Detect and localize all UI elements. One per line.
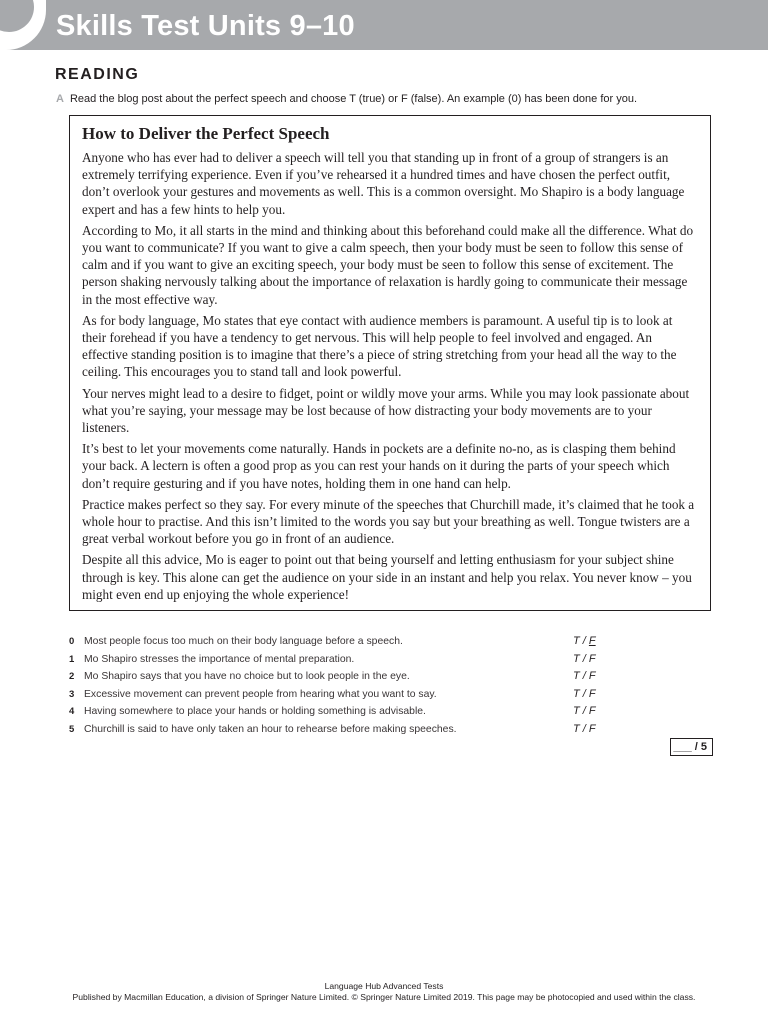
choice-false[interactable]: F bbox=[588, 705, 596, 718]
question-item bbox=[69, 668, 629, 686]
choice-true[interactable]: T bbox=[573, 705, 580, 718]
blog-paragraph: Practice makes perfect so they say. For every minute of the speeches that Churchill made, it’s claimed that he took a whole hour to practise. And this isn’t limited to the words you say but your breathing as well. Tongue twisters are a great verbal workout before you go in front of an audience. bbox=[82, 496, 695, 547]
question-number: 1 bbox=[69, 653, 75, 665]
true-false-choice[interactable] bbox=[573, 703, 596, 721]
question-item bbox=[69, 721, 629, 739]
instruction bbox=[56, 92, 637, 106]
choice-true[interactable]: T bbox=[573, 635, 580, 647]
question-list bbox=[69, 633, 629, 739]
question-text: Mo Shapiro says that you have no choice but to look people in the eye. bbox=[84, 671, 410, 683]
question-number: 5 bbox=[69, 723, 75, 735]
choice-false[interactable]: F bbox=[588, 670, 596, 683]
footer-copyright: Published by Macmillan Education, a division of Springer Nature Limited. © Springer Nature Limited 2019. This page may be photocopied and used within the class. bbox=[72, 992, 696, 1002]
choice-separator: / bbox=[579, 705, 589, 718]
question-number: 4 bbox=[69, 706, 75, 718]
question-text: Churchill is said to have only taken an hour to rehearse before making speeches. bbox=[84, 723, 457, 735]
question-number: 2 bbox=[69, 671, 75, 683]
instruction-text: Read the blog post about the perfect speech and choose T (true) or F (false). An example (0) has been done for you. bbox=[69, 93, 638, 105]
score-box[interactable]: ___ / 5 bbox=[670, 738, 713, 756]
question-item bbox=[69, 651, 629, 669]
blog-title: How to Deliver the Perfect Speech bbox=[82, 124, 330, 143]
choice-separator: / bbox=[579, 722, 589, 735]
footer-book-title: Language Hub Advanced Tests bbox=[324, 981, 444, 991]
blog-paragraph: Anyone who has ever had to deliver a speech will tell you that standing up in front of a group of strangers is an extremely terrifying experience. Even if you’ve rehearsed it a hundred times and have chosen the perfect outfit, don’t overlook your gestures and movements as well. This is a common oversight. Mo Shapiro is a body language expert and has a few hints to help you. bbox=[82, 150, 685, 217]
instruction-letter: A bbox=[56, 93, 64, 105]
choice-false[interactable]: F bbox=[588, 652, 596, 665]
true-false-choice[interactable] bbox=[573, 633, 596, 651]
true-false-choice[interactable] bbox=[573, 721, 596, 739]
choice-separator: / bbox=[579, 687, 589, 700]
question-number: 3 bbox=[69, 688, 75, 700]
true-false-choice[interactable] bbox=[573, 686, 596, 704]
blog-paragraph: As for body language, Mo states that eye contact with audience members is paramount. A useful tip is to look at their forehead if you have a tendency to get nervous. This will help people to feel involved and engaged. An effective standing position is to imagine that there’s a piece of string stretching from your head all the way to the ceiling. This encourages you to stand tall and look powerful. bbox=[82, 312, 677, 380]
question-text: Having somewhere to place your hands or holding something is advisable. bbox=[84, 706, 426, 718]
question-item bbox=[69, 633, 629, 651]
blog-paragraph: Your nerves might lead to a desire to fidget, point or wildly move your arms. While you may look passionate about what you’re saying, your message may be lost because of how distracting your body movements are to your listeners. bbox=[82, 385, 690, 436]
choice-false-selected[interactable]: F bbox=[588, 635, 596, 647]
choice-false[interactable]: F bbox=[588, 722, 596, 735]
page-footer bbox=[0, 981, 768, 1003]
question-number: 0 bbox=[69, 636, 75, 647]
question-item bbox=[69, 686, 629, 704]
choice-true[interactable]: T bbox=[573, 687, 580, 700]
choice-true[interactable]: T bbox=[573, 652, 580, 665]
choice-separator: / bbox=[579, 670, 589, 683]
choice-true[interactable]: T bbox=[573, 722, 580, 735]
section-title: READING bbox=[55, 66, 140, 83]
page-title: Skills Test Units 9–10 bbox=[56, 10, 355, 42]
blog-paragraph: Despite all this advice, Mo is eager to point out that being yourself and letting enthusiasm for your subject shine through is key. This alone can get the audience on your side in an instant and help you relax. You never know – you might even end up enjoying the whole experience! bbox=[82, 552, 692, 602]
blog-post-box bbox=[69, 115, 711, 611]
blog-paragraph: It’s best to let your movements come naturally. Hands in pockets are a definite no-no, as is clasping them behind your back. A lectern is often a good prop as you can rest your hands on it during the parts of your speech which don’t require gesturing and if you have notes, holding them in one hand can help. bbox=[82, 441, 676, 491]
question-text: Excessive movement can prevent people from hearing what you want to say. bbox=[84, 688, 437, 700]
question-item bbox=[69, 703, 629, 721]
true-false-choice[interactable] bbox=[573, 668, 596, 686]
choice-true[interactable]: T bbox=[573, 670, 580, 683]
true-false-choice[interactable] bbox=[573, 651, 596, 669]
blog-paragraph: According to Mo, it all starts in the mind and thinking about this beforehand could make all the difference. What do you want to communicate? If you want to give a calm speech, then your body must be seen to follow this sense of calm and if you want to give an exciting speech, your body must be seen to follow this sense of excitement. The person shaking nervously talking about the importance of relaxation is hardly going to communicate their message in the most effective way. bbox=[82, 222, 694, 307]
choice-separator: / bbox=[579, 652, 589, 665]
choice-separator: / bbox=[579, 635, 589, 647]
choice-false[interactable]: F bbox=[588, 687, 596, 700]
question-text: Most people focus too much on their body language before a speech. bbox=[84, 636, 403, 647]
question-text: Mo Shapiro stresses the importance of mental preparation. bbox=[84, 653, 355, 665]
